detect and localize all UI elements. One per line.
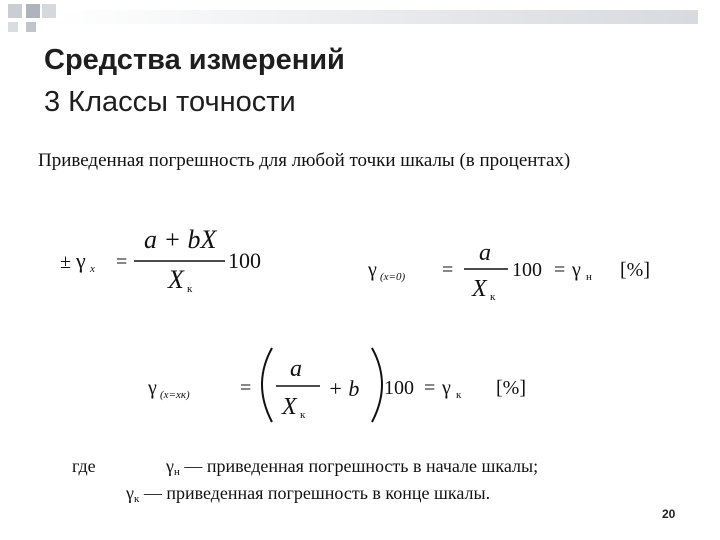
fraction-denominator: X [282,394,297,420]
gamma-symbol: γ [148,377,157,399]
denominator-subscript: к [490,291,496,303]
slide-subtitle: 3 Классы точности [44,86,296,118]
equals-sign: = [116,251,128,273]
definition-text: — приведенная погрешность в конце шкалы. [139,483,491,503]
definition-symbol: γ [126,483,134,503]
decor-square [42,4,56,18]
equals-sign: = [554,259,566,281]
plus-minus-sign: ± [60,251,71,273]
formula-reduced-error-scale-end [148,340,548,430]
definition-gamma-n [166,456,538,477]
page-number: 20 [662,507,676,521]
definition-text: — приведенная погрешность в начале шкалы; [179,456,539,476]
equals-sign: = [442,259,454,281]
equals-sign: = [424,377,436,399]
fraction-numerator: a [479,240,491,266]
decor-square [26,4,40,18]
formula-1-svg [60,218,290,298]
gamma-symbol: γ [76,248,86,273]
decor-square [26,22,36,32]
formula-2-svg [368,236,678,312]
gamma-symbol: γ [442,377,451,399]
factor-100: 100 [512,259,542,281]
fraction-denominator: X [168,265,184,294]
formula-3-svg [148,340,548,430]
factor-100: 100 [384,377,414,399]
definition-subscript: н [173,466,180,478]
factor-100: 100 [228,248,261,273]
intro-text: Приведенная погрешность для любой точки шкалы (в процентах) [38,150,571,171]
gamma-subscript: x [90,263,95,275]
plus-b-term: + b [328,376,360,401]
gamma-symbol: γ [368,259,377,281]
denominator-subscript: к [300,409,306,421]
gamma-subscript: к [456,389,462,401]
fraction-numerator: a + bX [144,225,217,254]
decor-gradient-bar [58,10,698,24]
gamma-subscript: (x=xк) [160,389,190,401]
fraction-numerator: a [290,356,302,382]
gamma-subscript: (x=0) [380,271,406,283]
definition-symbol: γ [166,456,174,476]
definition-subscript: к [133,493,140,505]
left-paren [262,348,272,422]
where-label: где [72,456,96,476]
fraction-denominator: X [472,276,487,302]
decor-square [8,4,22,18]
formula-reduced-error-any-point [60,218,290,298]
unit-percent: [%] [620,259,650,281]
slide-title: Средства измерений [44,44,345,76]
right-paren [372,348,382,422]
equals-sign: = [240,377,252,399]
decorative-header [0,0,720,32]
denominator-subscript: к [187,283,193,295]
formula-reduced-error-scale-start [368,236,678,312]
gamma-symbol: γ [572,259,581,281]
gamma-subscript: н [586,271,592,283]
decor-square [8,22,18,32]
unit-percent: [%] [496,377,526,399]
definition-gamma-k [126,483,490,504]
